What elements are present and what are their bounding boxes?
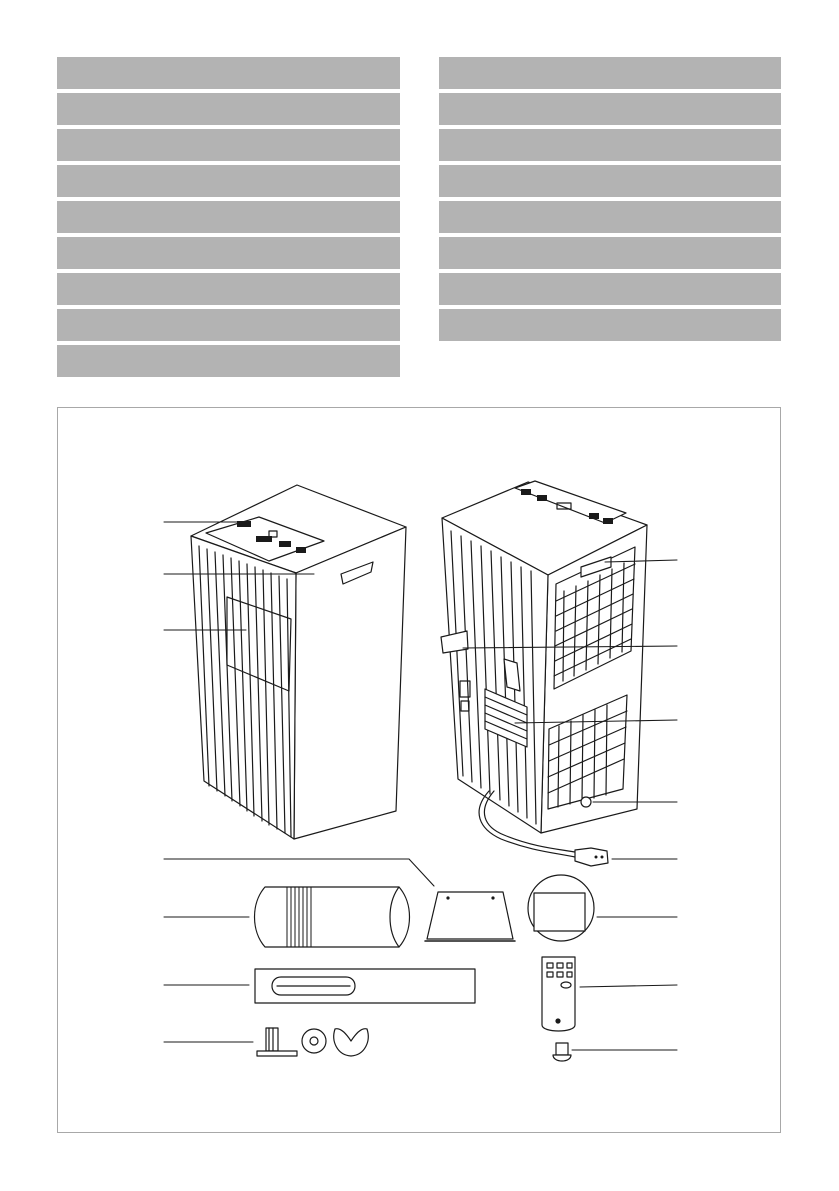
language-row xyxy=(57,57,400,89)
language-row xyxy=(57,129,400,161)
language-row xyxy=(439,57,781,89)
window-slide-plate xyxy=(255,969,475,1003)
remote-control-icon xyxy=(542,957,575,1031)
language-row xyxy=(57,345,400,377)
cable-hook xyxy=(504,659,520,691)
screw-icon xyxy=(553,1043,571,1061)
language-row xyxy=(439,129,781,161)
language-row xyxy=(57,309,400,341)
language-row xyxy=(57,273,400,305)
language-row xyxy=(439,309,781,341)
language-row xyxy=(57,237,400,269)
exhaust-hose xyxy=(255,887,410,947)
language-row xyxy=(57,165,400,197)
language-row xyxy=(439,273,781,305)
washer-icon xyxy=(302,1029,326,1053)
wall-adapter xyxy=(528,875,594,941)
language-row xyxy=(57,201,400,233)
language-row xyxy=(439,237,781,269)
window-adapter xyxy=(425,892,515,941)
language-row xyxy=(439,93,781,125)
product-illustration xyxy=(58,408,782,1134)
language-row xyxy=(439,201,781,233)
wing-nut-icon xyxy=(334,1029,368,1056)
language-row xyxy=(439,165,781,197)
drain-plug xyxy=(581,797,591,807)
mounting-bolt-icon xyxy=(257,1028,297,1056)
rear-view-unit xyxy=(441,481,647,866)
front-view-unit xyxy=(191,485,406,839)
language-row xyxy=(57,93,400,125)
side-handle xyxy=(441,631,468,653)
product-overview-figure xyxy=(57,407,781,1133)
